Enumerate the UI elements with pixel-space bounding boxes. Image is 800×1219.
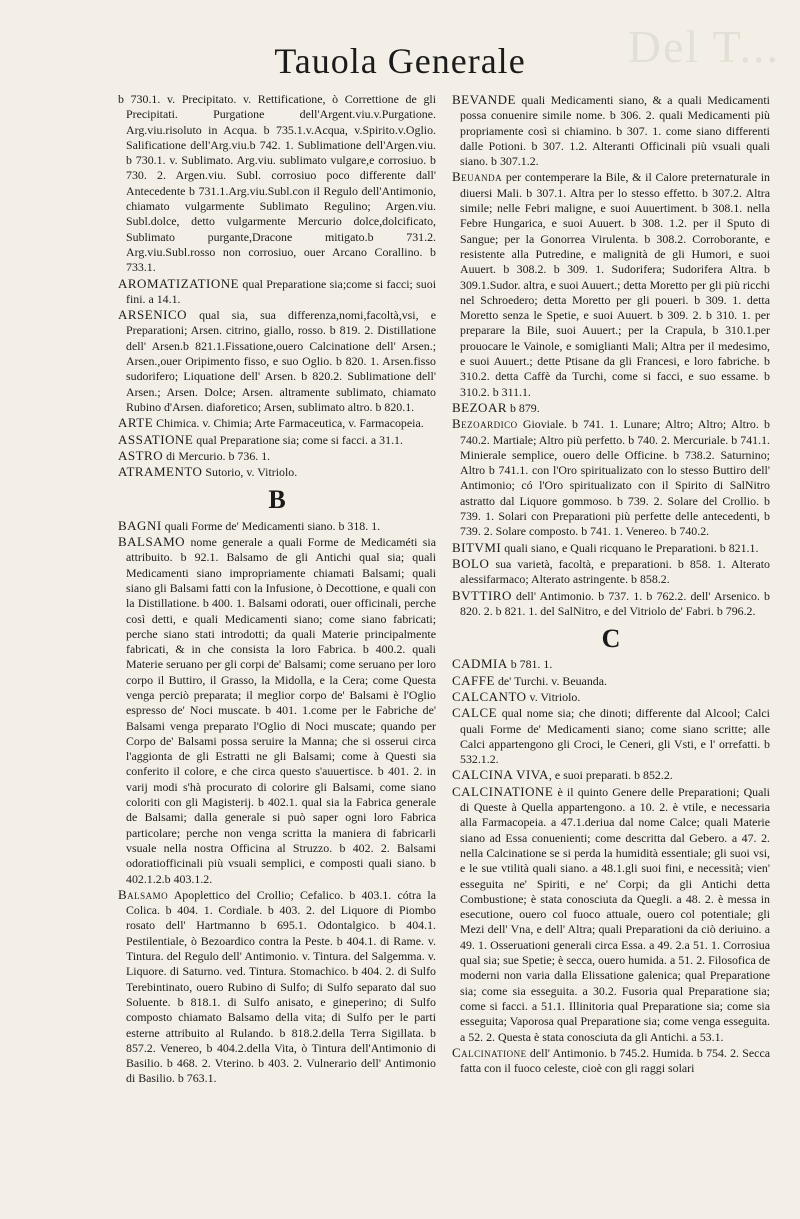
entry-text: b 879.: [507, 400, 540, 415]
entry-headword: CAFFE: [452, 672, 495, 688]
index-entry: [452, 400, 770, 416]
entry-text: de' Turchi. v. Beuanda.: [494, 673, 607, 688]
entry-headword: BEVANDE: [452, 92, 516, 107]
left-column: [118, 92, 436, 1087]
index-entry: [452, 705, 770, 767]
entry-text: sua varietà, facoltà, e preparationi. b 858. 1. Alterato alessifarmaco; Alterato astringente. b 858.2.: [460, 556, 770, 587]
index-entry: [452, 656, 770, 672]
entries-a-section: [118, 92, 436, 480]
index-entry: [118, 276, 436, 308]
entry-text: Sutorio, v. Vitriolo.: [202, 465, 298, 480]
entry-text: qual Preparatione sia; come si facci. a 31.1.: [193, 432, 403, 447]
entry-text: v. Vitriolo.: [526, 689, 581, 704]
entry-headword: BALSAMO: [118, 534, 186, 550]
index-entry: [118, 518, 436, 534]
entries-c-section: [452, 656, 770, 1076]
entry-headword: ARSENICO: [118, 307, 188, 323]
entry-text: per contemperare la Bile, & il Calore preternaturale in diuersi Mali. b 307.1. Altra per lo stesso effetto. b 307.2. Altra simile; nelle Febri maligne, e suoi Auuertiment. b 308.1. nella Febre Hungarica, e suoi Auuert. b 308. 1.2. per il Sputo di Sangue; per la Gonorrea Virulenta. b 308.2. Corroborante, e resistente alla Putredine, e malignità de gli Humori, e suoi Auuert. b 308.2. b 309. 1. Sudorifera; Sudorifera Altra. b 309.1.Sudor. altra, e suoi Auuert.; detta Moretto per gli più ricchi nel Schroedero; detta Moretto per gli poueri. b 309. 1. detta Moretto senza le Spetie, e suoi Auuert. b 309. 2. b 310. 1. per preparare la Bile, suoi Auuert.; per la Crapula, b 310.1.per prouocare le Vainole, e somiglianti Mali; Altra per il medesimo, e suoi Auuert.; dette Ptisane da gli Francesi, e loro fabriche. b 310.2. detta Caffè da Turchi, come si facci, e suo essame. b 310.2. b 311.1.: [460, 170, 770, 399]
index-entry: [118, 464, 436, 480]
entry-headword: Balsamo: [118, 886, 169, 902]
index-entry: [452, 169, 770, 399]
entry-headword: CALCE: [452, 705, 498, 721]
index-entry: [452, 1045, 770, 1077]
index-entry: [452, 767, 770, 783]
index-entry: [452, 784, 770, 1045]
index-entry: [118, 307, 436, 415]
entry-headword: Beuanda: [452, 169, 503, 185]
entry-headword: CALCANTO: [452, 688, 527, 704]
entry-text: qual Preparatione sia;come si facci; suoi fini. a 14.1.: [126, 276, 436, 306]
entry-headword: BOLO: [452, 555, 490, 571]
index-entry: [452, 556, 770, 588]
right-column: [452, 92, 770, 1076]
entry-text: di Mercurio. b 736. 1.: [163, 448, 271, 463]
index-entry: [118, 415, 436, 431]
index-entry: [452, 673, 770, 689]
entry-text: quali Forme de' Medicamenti siano. b 318. 1.: [161, 518, 381, 533]
entries-b-continued-section: [452, 92, 770, 619]
entry-text: b 730.1. v. Precipitato. v. Rettificatione, ò Correttione de gli Precipitati. Purgatione dell'Argent.viu.v.Purgatione. Arg.viu.risoluto in Acqua. b 735.1.v.Acqua, v.Spirito.v.Oglio. Salificatione dell'Arg.viu.b 742. 1. Sublimatione dell'Argen.viu. b 730.1. v. Sublimato. Arg.viu. sublimato vulgare,e corrosiuo. b 730. 2. Argen.viu. Subl. corrosiuo poco differente dall' Antecedente b 731.1.Arg.viu.Subl.con il Regulo dell'Antimonio, chiamato vulgarmente Sublimato Regulino; Argen.viu. Subl.dolce, detto vulgarmente Mercurio dolce,dolcificato, Sublimato purgante,Dracone mitigato.b 731.2. Arg.viu.Subl.rosso non corrosiuo, ouer Arcano Corallino. b 733.1.: [118, 92, 436, 275]
index-entry: [452, 588, 770, 620]
entry-text: è il quinto Genere delle Preparationi; Quali di Queste à Quella appartengono. a 10. 2. è vtile, e necessaria alla Farmacopeia. a 47.1.deriua dal nome Calce; quali Materie siano ad Essa conuenienti; come descritta dal Gebero. a 47. 2. nella Calcinatione se si perda la humidità essentiale; gli suoi vsi, e le sue vtilità quali siano. a 48.1.gli suoi fini, e necessità; vien' esseguita ne' Spiriti, e ne' Corpi; da gli Antichi detta Combustione; è stata conosciuta da Quegli. a 48. 2. è messa in esecutione, ouero col fuoco attuale, ouero col potentiale; gli Mezi dell' Vna, e dell' Altra; quali Preparationi da ciò deriuino. a 49. 1. Osseruationi generali circa Essa. a 49. 2.a 51. 1. Corrosiua qual sia; sue Spetie; è secca, ouero humida. a 51. 2. Filosofica de moderni non varia dalla Elissatione galenica; qual Preparatione sia; come sia esseguita. a 30.2. Fusoria qual Preparatione sia; come si facci. a 51.1. Illinitoria qual Preparatione sia; come sia esseguita; Vaporosa qual Preparatione sia; come venga esseguita. a 52. 2. Questa è stata conosciuta da gli Antichi. a 53.1.: [460, 784, 770, 1044]
index-entry: [118, 92, 436, 276]
entry-text: quali Medicamenti siano, & a quali Medicamenti possa conuenire simile nome. b 306. 2. quali Medicamenti più propriamente così si chiamino. b 307. 1. come siano differenti dalle Potioni. b 307. 1.2. Alteranti Officinali più vsuali quali siano. b 307.1.2.: [460, 93, 770, 169]
entry-text: , e suoi preparati. b 852.2.: [548, 768, 673, 783]
entry-headword: BAGNI: [118, 517, 162, 533]
index-entry: [118, 448, 436, 464]
index-entry: [452, 689, 770, 705]
entry-headword: CALCINA VIVA: [452, 767, 549, 783]
entry-headword: Bezoardico: [452, 416, 518, 432]
entry-text: b 781. 1.: [507, 657, 553, 672]
entry-headword: BEZOAR: [452, 399, 507, 415]
index-entry: [452, 416, 770, 539]
entry-headword: ATRAMENTO: [118, 464, 203, 480]
entry-headword: CALCINATIONE: [452, 783, 554, 799]
entry-headword: ASTRO: [118, 447, 164, 463]
entry-text: nome generale a quali Forme de Medicaméti sia attribuito. b 92.1. Balsamo de gli Antichi qual sia; quali Medicamenti siano impropriamente chiamati Balsami; quali siano gli Balsami fatti con la Infusione, ò Decottione, e quali con la Distillatione. b 400. 1. Balsami odorati, ouer officinali, perche così detti, e quali Medicamenti siano; come siano fabricati; perche siano stati introdotti; da quali Materie principalmente fabricati, & in che consista la loro Fabrica. b 400.2. quali Materie seruano per gli corpi de' Balsami; come seruano per loro corpo il Buttiro, il Grasso, la Midolla, e la Cera; come Questa venga perciò preparata; il meglior corpo de' Balsami è l'Oglio espresso de' Noci muscate. b 401. 1.come per le Fabriche de' Balsami venga preparato l'Oglio di Noci muscate; quando per Corpo de' Balsami possa seruire la Manna; che si osserui circa l'aggionta de gli Estratti ne gli Balsami; come à Questi sia conferito il colore, e che circa questo s'auuertisce. b 401. 2. in varij modi s'hà procurato di colorire gli Balsami, come siano coloriti con gli Magisterij. b 402.1. qual sia la Fabrica generale de Balsami; dalla generale si può saper ogni loro Fabrica particolare; perche non venga scritta la maniera di fabricarli vsuale nella nostra Officina al Struzzo. b 402. 2. Balsami odoratiofficinali più vsuali semplici, e composti quali siano. b 402.1.2.b 403.1.2.: [126, 535, 436, 886]
entry-headword: Calcinatione: [452, 1044, 527, 1060]
entry-text: quali siano, e Quali ricquano le Preparationi. b 821.1.: [501, 540, 759, 555]
index-entry: [118, 534, 436, 887]
entry-text: Gioviale. b 741. 1. Lunare; Altro; Altro; Altro. b 740.2. Martiale; Altro più perfetto. b 740. 2. Mercuriale. b 741.1. Minierale semplice, ouero delle Officine. b 738.2. Saturnino; Altro b 741.1. con l'Oro spiritualizato con lo stesso Buttiro dell' Antimonio; có l'Oro spiritualizato con il Spirito di SalNitro astratto dal Liquore gommoso. b 739. 2. Solare del Crollio. b 739. 1. Solari con Preparationi più perfette delle antecedenti, b 739. 2. Solare composto. b 741. 1. Venereo. b 740.2.: [460, 417, 770, 539]
bleed-through-text: Del T...: [627, 21, 780, 72]
index-entry: [118, 432, 436, 448]
entry-text: dell' Antimonio. b 745.2. Humida. b 754. 2. Secca fatta con il fuoco celeste, cioè con gli raggi solari: [460, 1045, 770, 1076]
entry-headword: BVTTIRO: [452, 587, 512, 603]
index-entry: [452, 92, 770, 169]
entry-headword: ARTE: [118, 415, 154, 431]
page-title: Tauola Generale: [274, 41, 526, 81]
section-letter-b: B: [268, 485, 286, 515]
entry-text: Apoplettico del Crollio; Cefalico. b 403.1. cótra la Colica. b 404. 1. Cordiale. b 403. 2. del Liquore di Piombo rosato dell' Hartmanno b 695.1. Odontalgico. b 404.1. Pestilentiale, ò Bezoardico contra la Peste. b 404.1. di Rame. v. Tintura. del Regulo dell' Antimonio. v. Tintura. del Salgemma. v. Liquore. di Saturno. ved. Tintura. Stomachico. b 404. 2. di Sulfo Terebintinato, ouero Rubino di Sulfo; di Sulfo separato dal suo Soluente. b 818.1. di Sulfo anisato, e gineperino; di Sulfo composto chiamato Balsamo della vita; di Sulfo per le parti esterne attribuito al Rulando. b 818.2.della Terra Sigillata. b 857.2. Venereo, b 404.2.della Vita, ò Tintura dell'Antimonio di Basilio. b 468. 2. Vterino. b 403. 2. Vulnerario dell' Antimonio di Basilio. b 763.1.: [126, 887, 436, 1086]
entry-headword: AROMATIZATIONE: [118, 275, 240, 291]
entry-text: qual sia, sua differenza,nomi,facoltà,vsi, e Preparationi; Arsen. citrino, giallo, rosso. b 819. 2. Distillatione dell' Arsen.b 821.1.Fissatione,ouero Calcinatione dell' Arsen.; Arsen.,ouer Oripimento fisso, e suo Oglio. b 820. 1. Arsen.fisso sudorifero; Liquatione dell' Arsen. b 820.2. Sublimatione dell' Arsen.; Arsen. Dolce; Arsen. altramente sublimato, chiamato Rubino d'Arsen. diaforetico; Arsen, sublimato altro. b 820.1.: [126, 308, 436, 414]
index-entry: [118, 887, 436, 1087]
section-letter-c: C: [601, 624, 621, 654]
entry-text: dell' Antimonio. b 737. 1. b 762.2. dell' Arsenico. b 820. 2. b 821. 1. del SalNitro, e del Vitriolo de' Fabri. b 796.2.: [460, 588, 770, 618]
entry-headword: CADMIA: [452, 656, 508, 672]
entry-text: qual nome sia; che dinoti; differente dal Alcool; Calci quali Forme de' Medicamenti siano; come siano scritte; alle Calci appartengono gli Croci, le Ceneri, gli Vsti, e l' orrefatti. b 532.1.2.: [460, 706, 770, 767]
entry-text: Chimica. v. Chimia; Arte Farmaceutica, v. Farmacopeia.: [153, 416, 424, 431]
index-entry: [452, 540, 770, 556]
entry-headword: ASSATIONE: [118, 431, 194, 447]
entries-b-section: [118, 518, 436, 1087]
entry-headword: BITVMI: [452, 539, 502, 555]
